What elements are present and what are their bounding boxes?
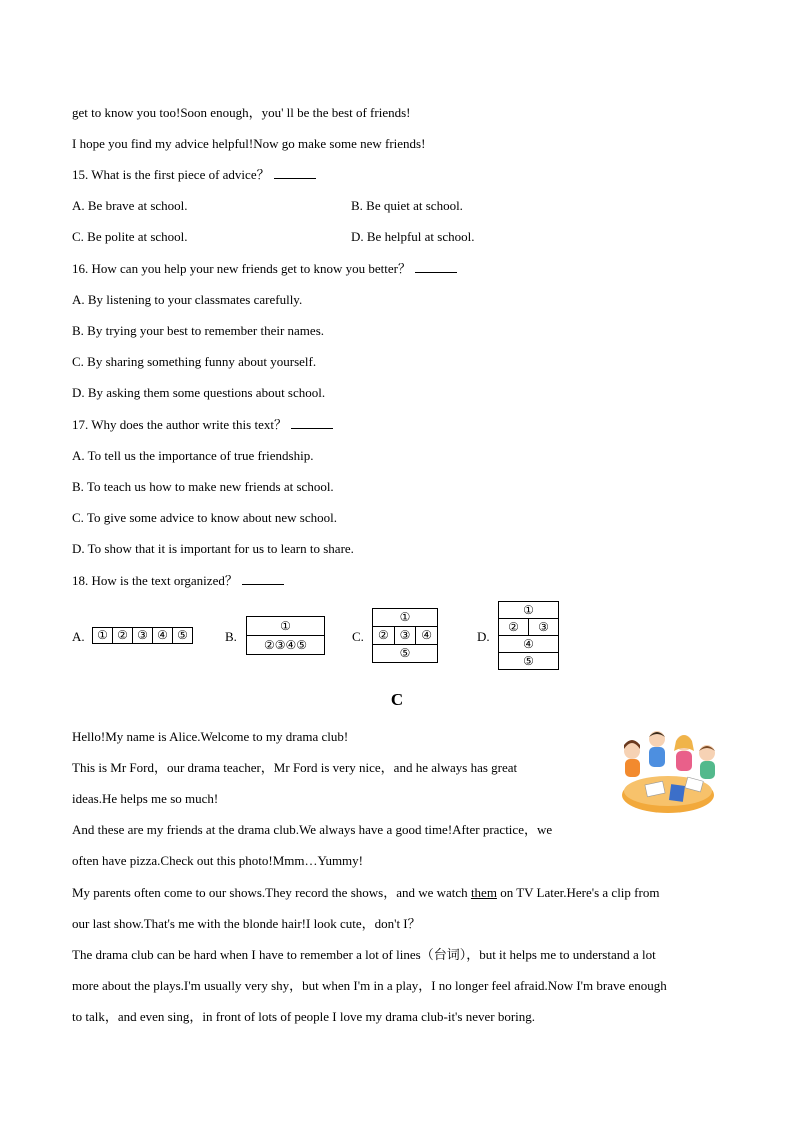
text-segment: My parents often come to our shows.They record the shows，and we watch	[72, 885, 471, 900]
question-15	[72, 167, 316, 183]
paragraph-2: ②	[113, 628, 133, 644]
question-stem: 18. How is the text organized？	[72, 573, 238, 588]
paragraph-5: ⑤	[173, 628, 193, 644]
option-16b: B. By trying your best to remember their names.	[72, 323, 325, 338]
paragraph-2: ②	[499, 619, 529, 636]
paragraph-1: ①	[373, 609, 438, 627]
answer-blank	[274, 167, 316, 179]
structure-diagram-c	[372, 608, 438, 663]
option-17d: D. To show that it is important for us to learn to share.	[72, 541, 354, 556]
paragraph-2: ②	[373, 627, 395, 645]
answer-blank	[242, 573, 284, 585]
paragraph-1: ①	[247, 617, 325, 636]
paragraph-1: ①	[93, 628, 113, 644]
question-stem: 17. Why does the author write this text？	[72, 417, 287, 432]
option-16c: C. By sharing something funny about yourself.	[72, 354, 317, 369]
option-16a: A. By listening to your classmates carefully.	[72, 292, 303, 307]
question-16	[72, 261, 457, 277]
question-stem: 16. How can you help your new friends get to know you better？	[72, 261, 412, 276]
passage-line: often have pizza.Check out this photo!Mmm…Yummy!	[72, 853, 364, 868]
question-18	[72, 573, 284, 589]
passage-line: ideas.He helps me so much!	[72, 791, 219, 806]
option-18c-label: C.	[352, 629, 364, 644]
paragraph-3: ③	[529, 619, 559, 636]
question-17	[72, 417, 333, 433]
option-15d: D. Be helpful at school.	[351, 229, 475, 244]
section-heading: C	[390, 690, 404, 709]
option-18b-label: B.	[225, 629, 237, 644]
underlined-word: them	[470, 885, 497, 900]
passage-line: This is Mr Ford，our drama teacher，Mr Ford is very nice，and he always has great	[72, 760, 518, 775]
paragraph-1: ①	[499, 602, 559, 619]
option-15a: A. Be brave at school.	[72, 198, 188, 213]
option-17a: A. To tell us the importance of true friendship.	[72, 448, 314, 463]
passage-line: our last show.That's me with the blonde hair!I look cute，don't I？	[72, 916, 421, 931]
paragraph-4: ④	[499, 636, 559, 653]
answer-blank	[415, 261, 457, 273]
structure-diagram-b	[246, 616, 325, 655]
paragraph-5: ⑤	[296, 637, 308, 652]
answer-blank	[291, 417, 333, 429]
passage-line: I hope you find my advice helpful!Now go make some new friends!	[72, 136, 426, 151]
structure-diagram-a	[92, 627, 193, 644]
paragraph-3: ③	[274, 637, 286, 652]
option-17c: C. To give some advice to know about new school.	[72, 510, 337, 525]
paragraph-4: ④	[285, 637, 297, 652]
option-18d-label: D.	[477, 629, 490, 644]
paragraph-3: ③	[394, 627, 416, 645]
passage-line: Hello!My name is Alice.Welcome to my drama club!	[72, 729, 349, 744]
paragraph-2: ②	[263, 637, 275, 652]
option-16d: D. By asking them some questions about school.	[72, 385, 326, 400]
passage-line: And these are my friends at the drama club.We always have a good time!After practice，we	[72, 822, 553, 837]
passage-line: The drama club can be hard when I have to remember a lot of lines（台词），but it helps me to understand a lot	[72, 947, 656, 962]
option-17b: B. To teach us how to make new friends at school.	[72, 479, 334, 494]
passage-line: get to know you too!Soon enough，you' ll be the best of friends!	[72, 105, 411, 120]
option-18a-label: A.	[72, 629, 85, 644]
text-segment: on TV Later.Here's a clip from	[496, 885, 660, 900]
paragraph-5: ⑤	[499, 653, 559, 670]
paragraph-4: ④	[153, 628, 173, 644]
paragraph-4: ④	[416, 627, 438, 645]
passage-line: more about the plays.I'm usually very shy，but when I'm in a play，I no longer feel afraid.Now I'm brave enough	[72, 978, 667, 993]
question-stem: 15. What is the first piece of advice？	[72, 167, 270, 182]
passage-line	[72, 885, 659, 901]
passage-line: to talk，and even sing，in front of lots of people I love my drama club-it's never boring.	[72, 1009, 536, 1024]
option-15c: C. Be polite at school.	[72, 229, 188, 244]
paragraph-2-5	[247, 636, 325, 655]
kids-studying-illustration	[612, 725, 724, 821]
structure-diagram-d	[498, 601, 559, 670]
option-15b: B. Be quiet at school.	[351, 198, 463, 213]
paragraph-5: ⑤	[373, 645, 438, 663]
paragraph-3: ③	[133, 628, 153, 644]
